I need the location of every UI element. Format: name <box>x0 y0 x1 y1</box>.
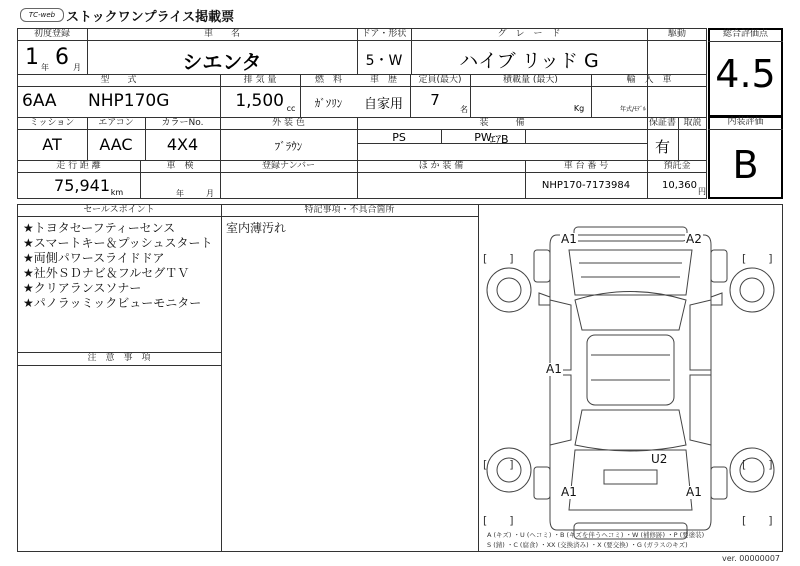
car-name: シエンタ <box>182 50 262 74</box>
color-no: 4X4 <box>166 135 199 154</box>
history: 自家用 <box>363 97 403 112</box>
label-equipment: 装 備 <box>479 118 525 128</box>
unit-year: 年 <box>41 63 49 72</box>
bracket-front-left: [ ] <box>483 252 514 265</box>
bracket-bottom-left: [ ] <box>483 514 514 527</box>
notes-text: 室内薄汚れ <box>226 221 287 235</box>
bracket-rear-right: [ ] <box>742 458 773 471</box>
equip-pw: PW <box>474 131 492 144</box>
damage-mark-left-side: A1 <box>546 362 562 376</box>
damage-mark-front-left: A1 <box>561 232 577 246</box>
first-reg-month: 6 <box>55 45 69 70</box>
damage-mark-front-right: A2 <box>686 232 702 246</box>
unit-km: km <box>110 188 124 197</box>
label-caution: 注 意 事 項 <box>87 353 151 363</box>
damage-mark-rear: U2 <box>651 452 668 466</box>
label-grade: グ レ ー ド <box>497 29 561 39</box>
label-type: 型 式 <box>100 75 137 85</box>
label-reg-number: 登録ナンバー <box>262 161 315 171</box>
label-other-equipment: ほ か 装 備 <box>418 161 464 171</box>
door-shape: 5・W <box>365 53 403 69</box>
sales-point-5: ★クリアランスソナー <box>23 281 142 295</box>
label-fuel: 燃 料 <box>314 75 342 85</box>
total-score: 4.5 <box>715 52 776 96</box>
exterior-color: ﾌﾞﾗｳﾝ <box>274 140 303 153</box>
model: NHP170G <box>88 91 170 111</box>
label-drive: 駆動 <box>667 29 686 39</box>
label-color-no: カラーNo. <box>161 118 204 128</box>
label-aircon: エアコン <box>98 118 134 128</box>
bracket-front-right: [ ] <box>742 252 773 265</box>
damage-mark-rear-right: A1 <box>686 485 702 499</box>
unit-kg: Kg <box>573 104 585 113</box>
label-deposit: 預託金 <box>663 161 691 171</box>
unit-persons: 名 <box>460 105 468 114</box>
sales-point-4: ★社外ＳＤナビ＆フルセグＴＶ <box>23 266 190 280</box>
inspection-year-unit: 年 <box>176 189 184 198</box>
unit-yen: 円 <box>698 187 706 196</box>
label-door-shape: ドア・形状 <box>361 29 407 39</box>
label-manual: 取説 <box>683 118 702 128</box>
aircon: AAC <box>99 135 133 154</box>
fuel: ｶﾞｿﾘﾝ <box>314 97 343 110</box>
inspection-month-unit: 月 <box>206 189 214 198</box>
label-car-name: 車 名 <box>203 29 240 39</box>
page-title: ストックワンプライス掲載票 <box>66 10 235 25</box>
sales-point-3: ★両側パワースライドドア <box>23 251 165 265</box>
capacity: 7 <box>430 91 440 109</box>
sales-point-1: ★トヨタセーフティーセンス <box>23 221 176 235</box>
first-reg-year: 1 <box>25 45 39 70</box>
label-load: 積載量 (最大) <box>503 75 558 85</box>
label-sales-points: セールスポイント <box>83 205 155 215</box>
interior-score: B <box>732 143 759 187</box>
label-chassis-no: 車 台 番 号 <box>563 161 609 171</box>
chassis-no: NHP170-7173984 <box>541 180 631 191</box>
unit-model-year: 年式/ﾓﾃﾞﾙ <box>619 106 647 113</box>
grade: ハイブ リッド G <box>459 50 599 72</box>
car-damage-diagram <box>479 205 782 551</box>
label-capacity: 定員(最大) <box>418 75 462 85</box>
unit-month: 月 <box>73 63 81 72</box>
label-import: 輸 入 車 <box>626 75 672 85</box>
deposit: 10,360 <box>662 180 697 191</box>
logo: TC-web <box>20 8 64 22</box>
mileage: 75,941 <box>54 176 110 195</box>
sales-point-6: ★パノラッミックビューモニター <box>23 296 202 310</box>
displacement: 1,500 <box>235 91 284 111</box>
label-mission: ミッション <box>29 118 75 128</box>
bracket-rear-left: [ ] <box>483 458 514 471</box>
label-exterior-color: 外 装 色 <box>272 118 305 128</box>
equip-ps: PS <box>392 131 406 144</box>
sales-point-2: ★スマートキー＆プッシュスタート <box>23 236 213 250</box>
warranty: 有 <box>654 138 670 156</box>
damage-legend-line-1: A (キズ) ・U (ヘコミ) ・B (キズを伴うヘコミ) ・W (補修跡) ・P (要塗装) <box>487 531 705 539</box>
label-inspection: 車 検 <box>166 161 194 171</box>
label-warranty: 保証書 <box>648 118 676 128</box>
label-total-score: 総合評価点 <box>722 29 768 39</box>
unit-cc: cc <box>286 104 296 113</box>
label-displacement: 排 気 量 <box>243 75 277 85</box>
model-code: 6AA <box>22 91 57 111</box>
label-history: 車 歴 <box>369 75 397 85</box>
equip-airbag: ｴｱB <box>490 133 509 146</box>
damage-mark-rear-left: A1 <box>561 485 577 499</box>
mission: AT <box>42 135 62 154</box>
label-interior-score: 内装評価 <box>727 117 764 127</box>
label-mileage: 走 行 距 離 <box>56 161 101 171</box>
bracket-bottom-right: [ ] <box>742 514 773 527</box>
version-label: ver. 00000007 <box>722 554 781 563</box>
damage-legend-line-2: S (錆) ・C (腐食) ・XX (交換済み) ・X (要交換) ・G (ガラスのキズ) <box>487 541 688 549</box>
label-notes-defects: 特記事項・不具合箇所 <box>304 205 395 215</box>
label-first-reg: 初度登録 <box>33 29 70 39</box>
